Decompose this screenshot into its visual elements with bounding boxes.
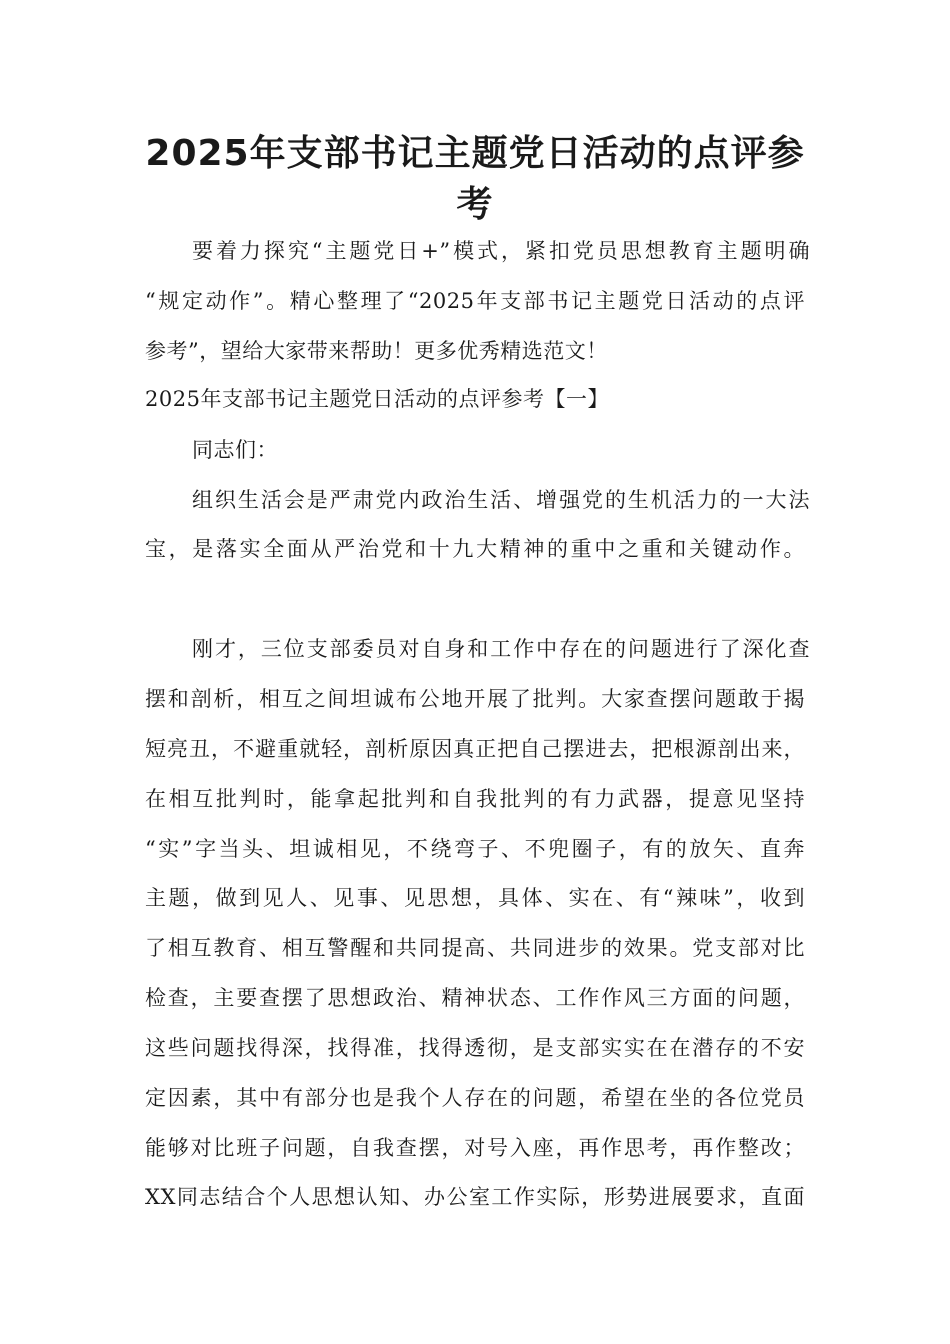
intro-line-3: 参考”，望给大家带来帮助！更多优秀精选范文！ bbox=[145, 339, 608, 363]
paragraph-1-line-2: 宝，是落实全面从严治党和十九大精神的重中之重和关键动作。 bbox=[145, 537, 805, 561]
intro-line-1: 要着力探究“主题党日+”模式，紧扣党员思想教育主题明确 bbox=[192, 239, 810, 263]
paragraph-2-line-6: 主题，做到见人、见事、见思想，具体、实在、有“辣味”，收到 bbox=[145, 886, 805, 910]
document-title-line-2: 考 bbox=[456, 184, 494, 225]
paragraph-2-line-9: 这些问题找得深，找得准，找得透彻，是支部实实在在潜存的不安 bbox=[145, 1036, 805, 1060]
paragraph-2-line-8: 检查，主要查摆了思想政治、精神状态、工作作风三方面的问题， bbox=[145, 986, 805, 1010]
paragraph-2-line-5: “实”字当头、坦诚相见，不绕弯子、不兜圈子，有的放矢、直奔 bbox=[145, 837, 805, 861]
paragraph-2-line-1: 刚才，三位支部委员对自身和工作中存在的问题进行了深化查 bbox=[192, 637, 810, 661]
paragraph-2-line-11: 能够对比班子问题，自我查摆，对号入座，再作思考，再作整改； bbox=[145, 1136, 805, 1160]
paragraph-1-line-1: 组织生活会是严肃党内政治生活、增强党的生机活力的一大法 bbox=[192, 488, 810, 512]
intro-line-2: “规定动作”。精心整理了“2025年支部书记主题党日活动的点评 bbox=[145, 289, 805, 313]
paragraph-2-line-3: 短亮丑，不避重就轻，剖析原因真正把自己摆进去，把根源剖出来， bbox=[145, 737, 805, 761]
section-heading: 2025年支部书记主题党日活动的点评参考【一】 bbox=[145, 387, 609, 411]
document-title-line-1: 2025年支部书记主题党日活动的点评参 bbox=[145, 133, 805, 174]
paragraph-2-line-12: XX同志结合个人思想认知、办公室工作实际，形势进展要求，直面 bbox=[145, 1185, 805, 1209]
paragraph-2-line-10: 定因素，其中有部分也是我个人存在的问题，希望在坐的各位党员 bbox=[145, 1086, 805, 1110]
salutation: 同志们： bbox=[192, 438, 278, 462]
paragraph-2-line-7: 了相互教育、相互警醒和共同提高、共同进步的效果。党支部对比 bbox=[145, 936, 805, 960]
paragraph-2-line-4: 在相互批判时，能拿起批判和自我批判的有力武器，提意见坚持 bbox=[145, 787, 805, 811]
paragraph-2-line-2: 摆和剖析，相互之间坦诚布公地开展了批判。大家查摆问题敢于揭 bbox=[145, 687, 805, 711]
